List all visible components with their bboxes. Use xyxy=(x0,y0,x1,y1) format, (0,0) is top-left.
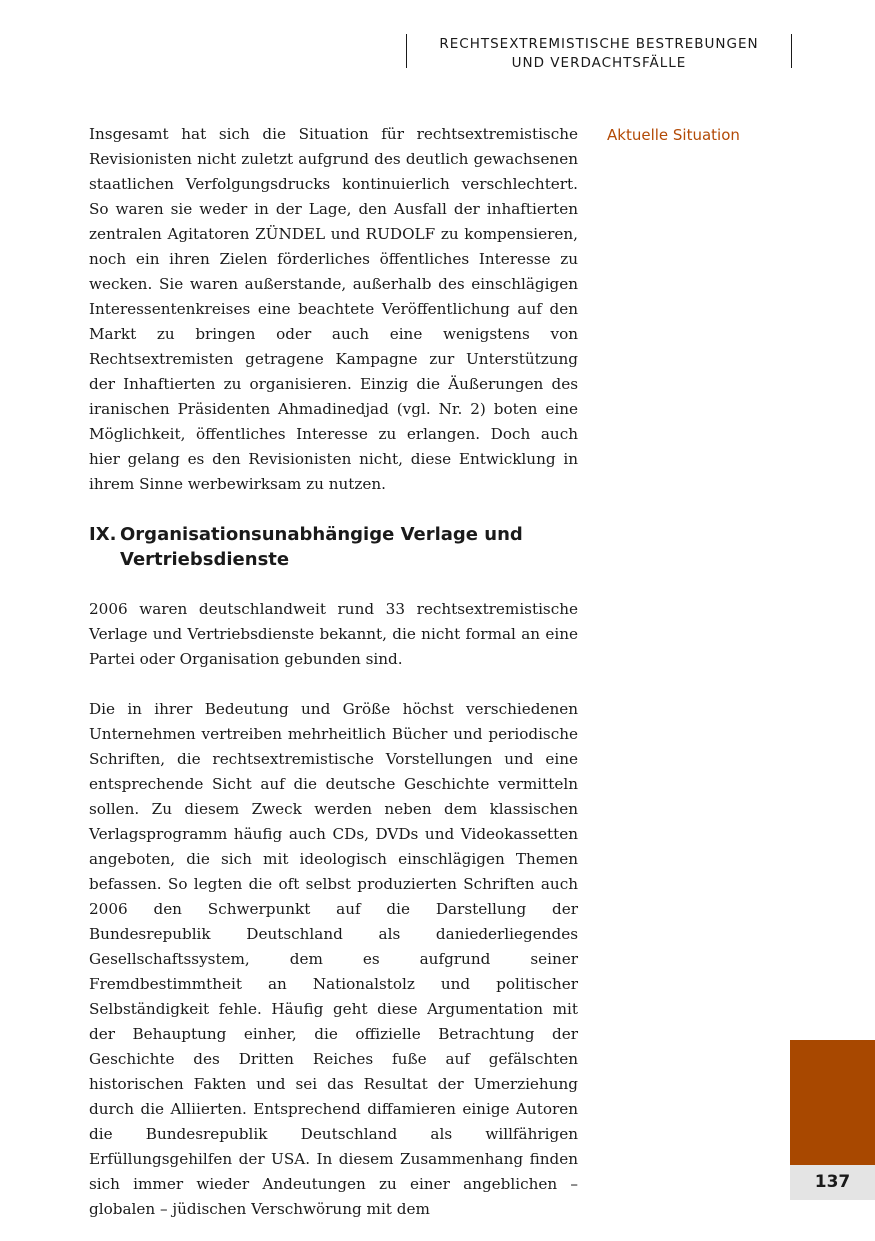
running-header-line-1: RECHTSEXTREMISTISCHE BESTREBUNGEN xyxy=(439,36,759,52)
body-paragraph: Die in ihrer Bedeutung und Größe höchst verschiedenen Unternehmen vertreiben mehrheitlich Bücher und periodische Schriften, die rechtsextremistische Vorstellungen und eine entsprechende Sicht auf die deutsche Geschichte vermitteln sollen. Zu diesem Zweck werden neben dem klassischen Verlagsprogramm häufig auch CDs, DVDs und Videokassetten angeboten, die sich mit ideologisch einschlägigen Themen befassen. So legten die oft selbst produzierten Schriften auch 2006 den Schwerpunkt auf die Darstellung der Bundesrepublik Deutschland als daniederliegendes Gesellschaftssystem, dem es aufgrund seiner Fremdbestimmtheit an Nationalstolz und politischer Selbständigkeit fehle. Häufig geht diese Argumentation mit der Behauptung einher, die offizielle Betrachtung der Geschichte des Dritten Reiches fuße auf gefälschten historischen Fakten und sei das Resultat der Umerziehung durch die Alliierten. Entsprechend diffamieren einige Autoren die Bundesrepublik Deutschland als willfährigen Erfüllungsgehilfen der USA. In diesem Zusammenhang finden sich immer wieder Andeutungen zu einer angeblichen – globalen – jüdischen Verschwörung mit dem xyxy=(89,700,578,1218)
chapter-thumb-tab xyxy=(790,1040,875,1165)
page-number: 137 xyxy=(790,1165,875,1200)
running-header-line-2: UND VERDACHTSFÄLLE xyxy=(511,55,687,71)
section-heading xyxy=(89,522,578,572)
body-paragraph: 2006 waren deutschlandweit rund 33 rechtsextremistische Verlage und Vertriebsdienste bekannt, die nicht formal an eine Partei oder Organisation gebunden sind. xyxy=(89,600,578,668)
main-text-column xyxy=(89,122,578,1222)
section-heading-number: IX. xyxy=(89,524,117,545)
section-heading-title: Organisationsunabhängige Verlage und Vertriebsdienste xyxy=(120,524,523,570)
body-paragraph: Insgesamt hat sich die Situation für rechtsextremistische Revisionisten nicht zuletzt aufgrund des deutlich gewachsenen staatlichen Verfolgungsdrucks kontinuierlich verschlechtert. So waren sie weder in der Lage, den Ausfall der inhaftierten zentralen Agitatoren ZÜNDEL und RUDOLF zu kompensieren, noch ein ihren Zielen förderliches öffentliches Interesse zu wecken. Sie waren außerstande, außerhalb des einschlägigen Interessentenkreises eine beachtete Veröffentlichung auf den Markt zu bringen oder auch eine wenigstens von Rechtsextremisten getragene Kampagne zur Unterstützung der Inhaftierten zu organisieren. Einzig die Äußerungen des iranischen Präsidenten Ahmadinedjad (vgl. Nr. 2) boten eine Möglichkeit, öffentliches Interesse zu erlangen. Doch auch hier gelang es den Revisionisten nicht, diese Entwicklung in ihrem Sinne werbewirksam zu nutzen. xyxy=(89,125,578,493)
running-header xyxy=(406,34,792,71)
margin-note: Aktuelle Situation xyxy=(607,126,740,144)
